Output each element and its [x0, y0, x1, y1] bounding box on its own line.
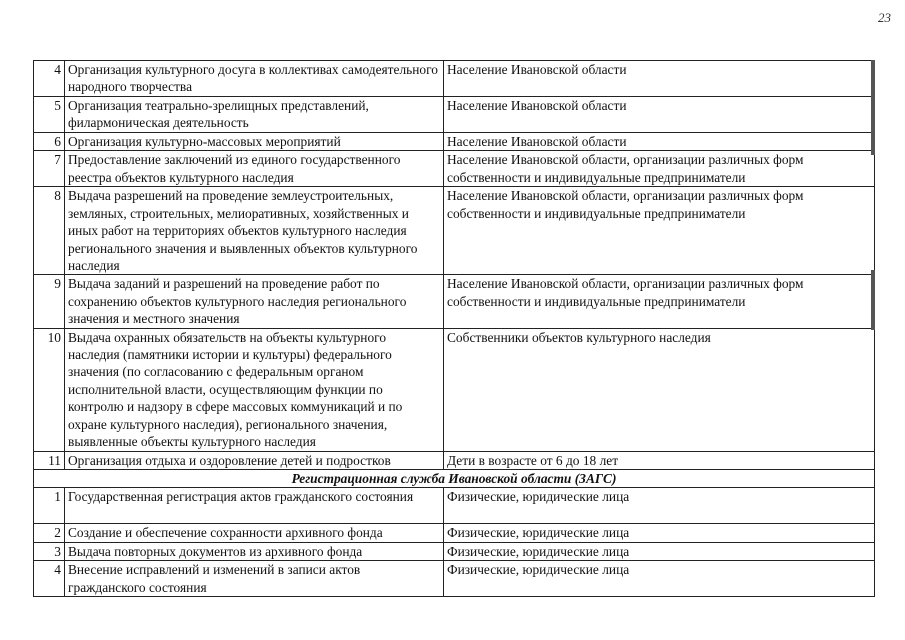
- recipients-cell: Население Ивановской области: [444, 133, 875, 151]
- table-row: [34, 61, 875, 97]
- recipients-cell: Население Ивановской области, организации различных форм собственности и индивидуальные предприниматели: [444, 187, 875, 275]
- recipients-cell: Физические, юридические лица: [444, 561, 875, 597]
- service-cell: Внесение исправлений и изменений в записи актов гражданского состояния: [65, 561, 444, 597]
- page-number: 23: [878, 10, 891, 25]
- row-number: 10: [34, 328, 65, 451]
- row-number: 5: [34, 97, 65, 133]
- table-row: [34, 542, 875, 560]
- row-number: 3: [34, 542, 65, 560]
- services-table: [33, 60, 875, 597]
- recipients-cell: Собственники объектов культурного наследия: [444, 328, 875, 451]
- service-cell: Выдача охранных обязательств на объекты культурного наследия (памятники истории и культуры) федерального значения (по согласованию с федеральным органом исполнительной власти, осуществляющим функции по контролю и надзору в сфере массовых коммуникаций и по охране культурного наследия), регионального значения, выявленные объекты культурного наследия: [65, 328, 444, 451]
- table-row: [34, 187, 875, 275]
- table-row: [34, 328, 875, 451]
- service-cell: Организация театрально-зрелищных представлений, филармоническая деятельность: [65, 97, 444, 133]
- recipients-cell: Физические, юридические лица: [444, 542, 875, 560]
- recipients-cell: Население Ивановской области: [444, 61, 875, 97]
- scan-edge-mark: [871, 270, 875, 330]
- row-number: 11: [34, 451, 65, 469]
- service-cell: Выдача заданий и разрешений на проведение работ по сохранению объектов культурного наследия регионального значения и местного значения: [65, 275, 444, 328]
- row-number: 6: [34, 133, 65, 151]
- section-header-row: [34, 469, 875, 487]
- recipients-cell: Физические, юридические лица: [444, 524, 875, 542]
- table-row: [34, 451, 875, 469]
- service-cell: Создание и обеспечение сохранности архивного фонда: [65, 524, 444, 542]
- row-number: 4: [34, 61, 65, 97]
- recipients-cell: Население Ивановской области: [444, 97, 875, 133]
- row-number: 8: [34, 187, 65, 275]
- section-title: Регистрационная служба Ивановской области (ЗАГС): [34, 469, 875, 487]
- table-row: [34, 151, 875, 187]
- service-cell: Организация культурного досуга в коллективах самодеятельного народного творчества: [65, 61, 444, 97]
- table-row: [34, 488, 875, 524]
- table-row: [34, 133, 875, 151]
- table-row: [34, 275, 875, 328]
- service-cell: Организация отдыха и оздоровление детей и подростков: [65, 451, 444, 469]
- scan-edge-mark: [871, 60, 875, 155]
- row-number: 9: [34, 275, 65, 328]
- recipients-cell: Население Ивановской области, организации различных форм собственности и индивидуальные предприниматели: [444, 151, 875, 187]
- service-cell: Организация культурно-массовых мероприятий: [65, 133, 444, 151]
- recipients-cell: Дети в возрасте от 6 до 18 лет: [444, 451, 875, 469]
- row-number: 2: [34, 524, 65, 542]
- service-cell: Выдача разрешений на проведение землеустроительных, земляных, строительных, мелиоративных, хозяйственных и иных работ на территориях объектов культурного наследия регионального значения и выявленных объектов культурного наследия: [65, 187, 444, 275]
- service-cell: Выдача повторных документов из архивного фонда: [65, 542, 444, 560]
- row-number: 7: [34, 151, 65, 187]
- service-cell: Предоставление заключений из единого государственного реестра объектов культурного наследия: [65, 151, 444, 187]
- recipients-cell: Физические, юридические лица: [444, 488, 875, 524]
- service-cell: Государственная регистрация актов гражданского состояния: [65, 488, 444, 524]
- row-number: 1: [34, 488, 65, 524]
- table-row: [34, 524, 875, 542]
- table-row: [34, 561, 875, 597]
- row-number: 4: [34, 561, 65, 597]
- table-row: [34, 97, 875, 133]
- recipients-cell: Население Ивановской области, организации различных форм собственности и индивидуальные предприниматели: [444, 275, 875, 328]
